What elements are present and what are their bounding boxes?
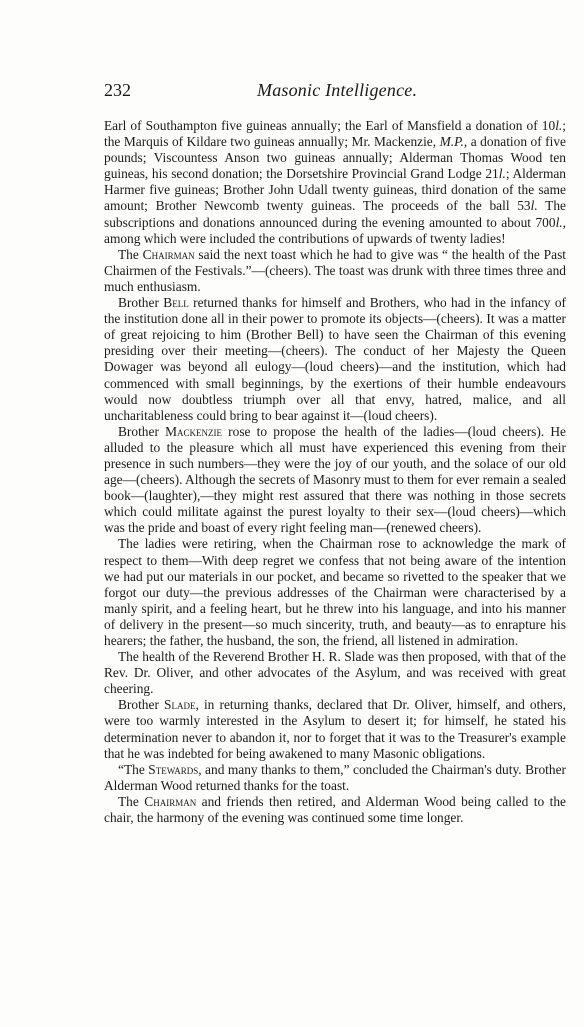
text-run: Brother xyxy=(118,697,165,713)
speaker-name: Chairman xyxy=(142,246,195,262)
paragraph xyxy=(104,295,566,424)
text-run: The subscriptions and donations announced during the evening amounted to about 700 xyxy=(104,198,566,230)
text-run: said the next toast which he had to give was “ the health of the Past Chairmen of the Festivals.”—(cheers). The toast was drunk with three times three and much enthusiasm. xyxy=(104,246,566,294)
paragraph xyxy=(104,649,566,697)
italic-text: M.P. xyxy=(439,134,464,150)
paragraph xyxy=(104,762,566,794)
text-run: , among which were included the contributions of upwards of twenty ladies! xyxy=(104,214,566,246)
paragraph xyxy=(104,794,566,826)
text-run: , and many thanks to them,” concluded the Chairman's duty. Brother Alderman Wood returned thanks for the toast. xyxy=(104,761,567,793)
article-body xyxy=(104,118,566,826)
paragraph xyxy=(104,247,566,295)
italic-text: l. xyxy=(498,166,506,182)
paragraph xyxy=(104,536,566,649)
italic-text: l. xyxy=(530,198,538,214)
text-run: “The xyxy=(118,761,149,777)
text-run: ; the Marquis of Kildare two guineas annually; Mr. Mackenzie, xyxy=(104,118,566,150)
text-run: rose to propose the health of the ladies—(loud cheers). He alluded to the pleasure which all must have experienced this evening from their presence in such numbers—they were the joy of our youth, and the solace of our old age—(cheers). Although the secrets of Masonry must to them for ever remain a sealed book—(laughter),—they might rest assured that there was nothing in those secrets which could militate against the purest loyalty to their sex—(loud cheers)—which was the pride and boast of every right feeling man—(renewed cheers). xyxy=(104,423,566,536)
text-run: The xyxy=(118,793,145,809)
page-number: 232 xyxy=(104,80,131,100)
speaker-name: Stewards xyxy=(148,761,199,777)
text-run: and friends then retired, and Alderman Wood being called to the chair, the harmony of the evening was continued some time longer. xyxy=(104,793,566,826)
italic-text: l. xyxy=(555,118,563,133)
text-run: Earl of Southampton five guineas annually; the Earl of Mansfield a donation of 10 xyxy=(104,118,556,133)
speaker-name: Bell xyxy=(163,295,189,311)
page-header xyxy=(104,80,434,104)
paragraph xyxy=(104,697,566,761)
paragraph xyxy=(104,424,566,537)
paragraph xyxy=(104,118,566,247)
text-run: returned thanks for himself and Brothers, who had in the infancy of the institution done all in their power to promote its objects—(cheers). It was a matter of great rejoicing to him (Brother Bell) to have seen the Chairman of this evening presiding over their meeting—(cheers). The conduct of her Majesty the Queen Dowager was beyond all eulogy—(loud cheers)—and the institution, which had commenced with small beginnings, by the exertions of their humble endeavours would now doubtless triumph over all that envy, hatred, malice, and all uncharitableness could bring to bear against it—(loud cheers). xyxy=(104,295,566,423)
speaker-name: Mackenzie xyxy=(165,423,222,439)
running-title: Masonic Intelligence. xyxy=(257,80,418,100)
text-run: ; Alderman Harmer five guineas; Brother John Udall twenty guineas, third donation of the same amount; Brother Newcomb twenty guineas. The proceeds of the ball 53 xyxy=(104,166,566,214)
text-run: The ladies were retiring, when the Chairman rose to acknowledge the mark of respect to them—With deep regret we confess that not being aware of the intention we had put our materials in our pocket, and became so rivetted to the speaker that we forgot our duty—the previous addresses of the Chairman were characterised by a manly spirit, and a feeling heart, but he threw into his language, and into his manner of delivery in the present—so much sincerity, truth, and beauty—as to enrapture his hearers; the father, the husband, the son, the friend, all listened in admiration. xyxy=(104,536,566,648)
text-run: , a donation of five pounds; Viscountess Anson two guineas annually; Alderman Thomas Wood ten guineas, his second donation; the Dorsetshire Provincial Grand Lodge 21 xyxy=(104,134,566,182)
speaker-name: Slade xyxy=(164,697,196,713)
text-run: Brother xyxy=(118,423,166,439)
text-run: , in returning thanks, declared that Dr. Oliver, himself, and others, were too warmly interested in the Asylum to desert it; for himself, he stated his determination never to abandon it, nor to forget that it was to the Treasurer's example that he was indebted for being awakened to many Masonic obligations. xyxy=(104,697,566,761)
text-run: The xyxy=(118,246,143,262)
text-run: Brother xyxy=(118,295,164,311)
speaker-name: Chairman xyxy=(144,793,197,809)
text-run: The health of the Reverend Brother H. R. Slade was then proposed, with that of the Rev. Dr. Oliver, and other advocates of the Asylum, and was received with great cheering. xyxy=(104,649,566,697)
italic-text: l. xyxy=(555,214,563,230)
